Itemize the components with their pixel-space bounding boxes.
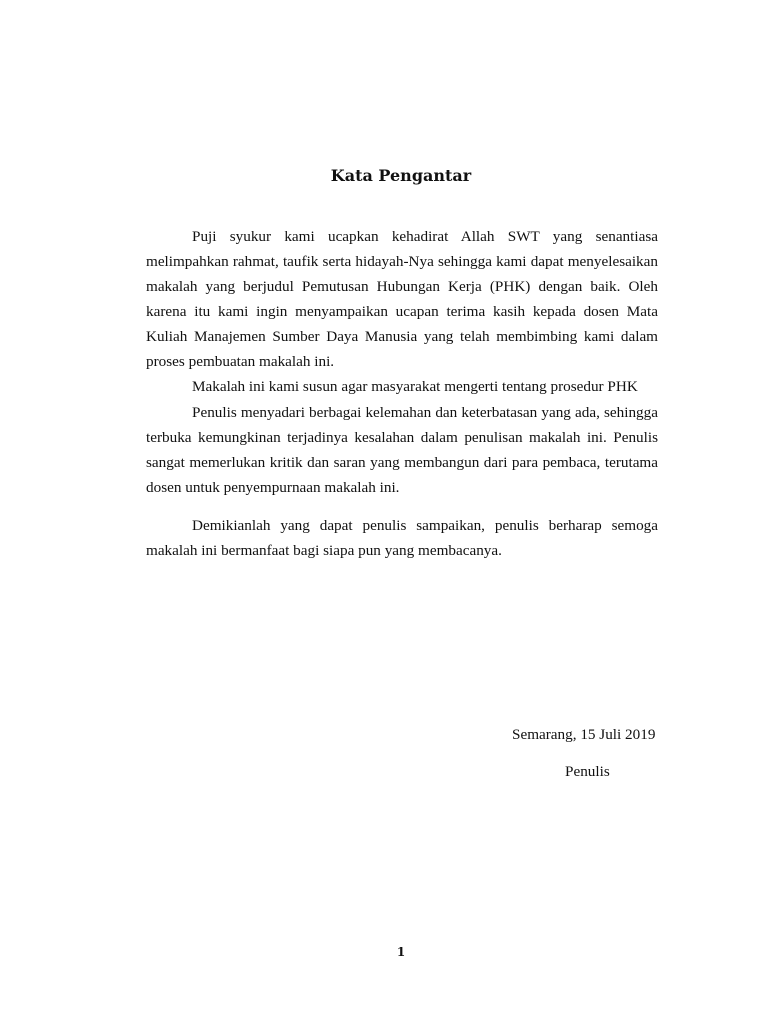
- paragraph-text: Makalah ini kami susun agar masyarakat mengerti tentang prosedur PHK: [192, 378, 638, 395]
- paragraph-text: Puji syukur kami ucapkan kehadirat Allah SWT yang senantiasa melimpahkan rahmat, taufik serta hidayah-Nya sehingga kami dapat menyelesaikan makalah yang berjudul Pemutusan Hubungan Kerja (PHK) dengan baik. Oleh karena itu kami ingin menyampaikan ucapan terima kasih kepada dosen Mata Kuliah Manajemen Sumber Daya Manusia yang telah membimbing kami dalam proses pembuatan makalah ini.: [146, 228, 658, 370]
- paragraph-text: Demikianlah yang dapat penulis sampaikan, penulis berharap semoga makalah ini bermanfaat bagi siapa pun yang membacanya.: [146, 517, 658, 559]
- paragraph-text: Penulis menyadari berbagai kelemahan dan keterbatasan yang ada, sehingga terbuka kemungkinan terjadinya kesalahan dalam penulisan makalah ini. Penulis sangat memerlukan kritik dan saran yang membangun dari para pembaca, terutama dosen untuk penyempurnaan makalah ini.: [146, 404, 658, 496]
- place-date: Semarang, 15 Juli 2019: [512, 726, 656, 743]
- signer-name: Penulis: [565, 763, 610, 780]
- paragraph-acknowledgement: [146, 224, 658, 374]
- paragraph-limitations: [146, 400, 658, 500]
- page-number: 1: [396, 945, 406, 959]
- paragraph-closing: [146, 513, 658, 563]
- paragraph-purpose: [146, 374, 658, 399]
- page-title: Kata Pengantar: [330, 166, 472, 185]
